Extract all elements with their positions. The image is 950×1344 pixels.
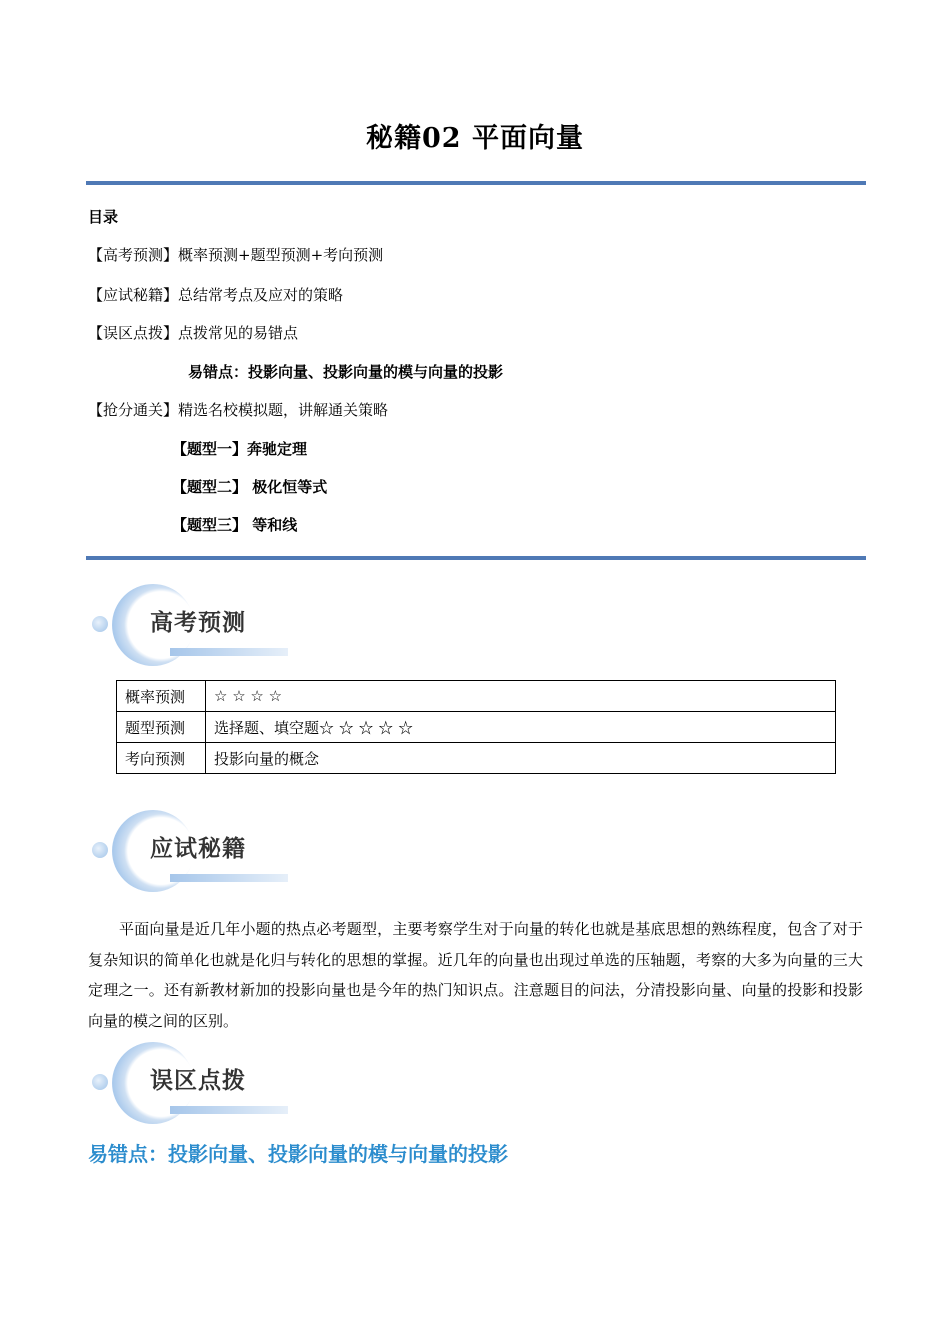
table-value: ☆ ☆ ☆ ☆ [206,681,836,712]
prediction-table [116,680,836,774]
table-key: 考向预测 [117,743,206,774]
toc-line-error-point: 易错点：投影向量、投影向量的模与向量的投影 [188,363,504,381]
page-title: 秘籍02 平面向量 [366,123,584,154]
section-title: 误区点拨 [150,1068,246,1094]
toc-line-qiangfen: 【抢分通关】精选名校模拟题，讲解通关策略 [88,401,389,419]
toc-type-3: 【题型三】 等和线 [172,516,298,534]
banner-dot-icon [92,1074,108,1090]
error-point-heading: 易错点：投影向量、投影向量的模与向量的投影 [88,1142,508,1166]
section-banner-yingshi [90,804,300,899]
section-title: 应试秘籍 [150,836,246,862]
table-value: 投影向量的概念 [206,743,836,774]
banner-dot-icon [92,842,108,858]
table-row [117,743,836,774]
table-key: 概率预测 [117,681,206,712]
toc-type-2: 【题型二】 极化恒等式 [172,478,328,496]
table-row [117,712,836,743]
section-banner-gaokao [90,578,300,673]
toc-type-1: 【题型一】奔驰定理 [172,440,308,458]
table-row [117,681,836,712]
toc-line-gaokao: 【高考预测】概率预测+题型预测+考向预测 [88,246,384,264]
table-value: 选择题、填空题☆ ☆ ☆ ☆ ☆ [206,712,836,743]
toc-line-yingshi: 【应试秘籍】总结常考点及应对的策略 [88,286,344,304]
toc-bottom-rule [86,556,866,560]
section-banner-wuqu [90,1036,300,1131]
banner-dot-icon [92,616,108,632]
top-rule [86,181,866,185]
toc-heading: 目录 [88,208,119,226]
toc-line-wuqu: 【误区点拨】点拨常见的易错点 [88,324,299,342]
strategy-paragraph: 平面向量是近几年小题的热点必考题型，主要考察学生对于向量的转化也就是基底思想的熟练程度，包含了对于复杂知识的简单化也就是化归与转化的思想的掌握。近几年的向量也出现过单选的压轴题，考察的大多为向量的三大定理之一。还有新教材新加的投影向量也是今年的热门知识点。注意题目的问法，分清投影向量、向量的投影和投影向量的模之间的区别。 [88,920,863,1030]
section-title: 高考预测 [150,610,246,636]
table-key: 题型预测 [117,712,206,743]
